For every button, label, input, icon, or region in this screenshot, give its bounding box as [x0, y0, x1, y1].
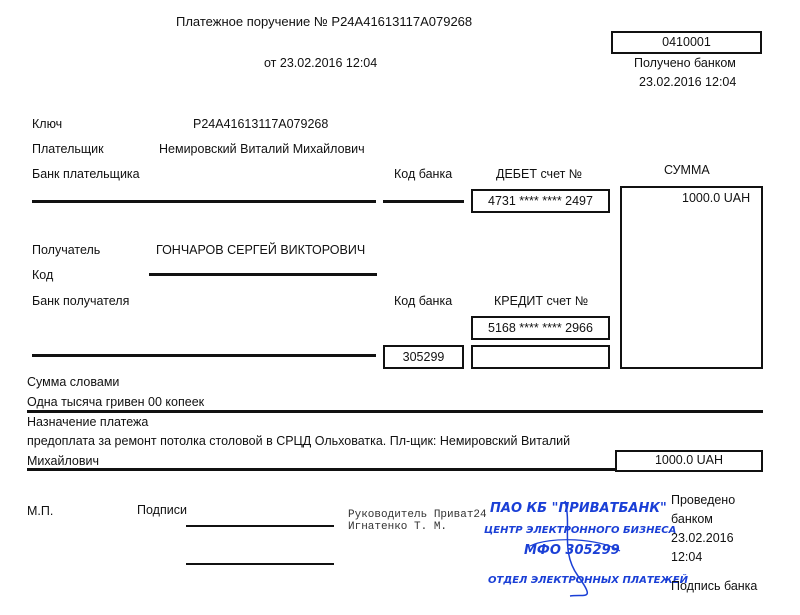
sum-words-line: [27, 410, 763, 413]
empty-box: [471, 345, 610, 369]
key-value: P24A41613117A079268: [193, 117, 329, 131]
debit-account: 4731 **** **** 2497: [488, 194, 593, 208]
payer-bank-code-line: [383, 200, 464, 203]
key-label: Ключ: [32, 117, 63, 131]
purpose-label: Назначение платежа: [27, 415, 149, 429]
signatures-label: Подписи: [137, 503, 187, 517]
conducted-date: 23.02.2016: [671, 531, 734, 545]
bank-code-label: Код банка: [394, 167, 453, 181]
received-label: Получено банком: [634, 56, 736, 70]
code-label: Код: [32, 268, 54, 282]
stamp-department: ОТДЕЛ ЭЛЕКТРОННЫХ ПЛАТЕЖЕЙ: [488, 575, 688, 586]
conducted-line-2: банком: [671, 512, 713, 526]
conducted-time: 12:04: [671, 550, 703, 564]
conducted-line-1: Проведено: [671, 493, 736, 507]
stamp-bank-name: ПАО КБ "ПРИВАТБАНК": [490, 501, 667, 516]
received-date: 23.02.2016 12:04: [639, 75, 737, 89]
purpose-line: [27, 468, 615, 471]
code-line: [149, 273, 377, 276]
payer-bank-line: [32, 200, 376, 203]
signature-line-2: [186, 563, 334, 565]
mp-label: М.П.: [27, 504, 54, 518]
form-code: 0410001: [662, 35, 711, 49]
purpose-line-2: Михайлович: [27, 454, 99, 468]
bank-signature-label: Подпись банка: [671, 579, 758, 593]
payer-value: Немировский Виталий Михайлович: [159, 142, 365, 156]
sum-label: СУММА: [664, 163, 710, 177]
recipient-value: ГОНЧАРОВ СЕРГЕЙ ВИКТОРОВИЧ: [156, 243, 366, 257]
credit-label: КРЕДИТ счет №: [494, 294, 589, 308]
recipient-label: Получатель: [32, 243, 101, 257]
document-title: Платежное поручение № P24A41613117A079268: [176, 14, 473, 29]
stamp-center: ЦЕНТР ЭЛЕКТРОННОГО БИЗНЕСА: [484, 525, 677, 536]
signature-line-1: [186, 525, 334, 527]
document-date: от 23.02.2016 12:04: [264, 56, 378, 70]
sum-words-value: Одна тысяча гривен 00 копеек: [27, 395, 205, 409]
recipient-bank-line: [32, 354, 376, 357]
bank-code-label-2: Код банка: [394, 294, 453, 308]
payer-label: Плательщик: [32, 142, 104, 156]
stamp-signature-icon: [490, 496, 660, 600]
credit-account: 5168 **** **** 2966: [488, 321, 593, 335]
sum-value: 1000.0 UAH: [682, 191, 751, 205]
head-name-line1: Руководитель Приват24: [348, 509, 487, 521]
purpose-line-1: предоплата за ремонт потолка столовой в СРЦД Ольховатка. Пл-щик: Немировский Виталий: [27, 434, 571, 448]
head-name-line2: Игнатенко Т. М.: [348, 521, 448, 533]
sum-words-label: Сумма словами: [27, 375, 120, 389]
recipient-bank-code: 305299: [402, 350, 445, 364]
recipient-bank-label: Банк получателя: [32, 294, 130, 308]
payer-bank-label: Банк плательщика: [32, 167, 140, 181]
debit-label: ДЕБЕТ счет №: [496, 167, 583, 181]
sum-box: [620, 186, 763, 369]
stamp-mfo: МФО 305299: [524, 543, 620, 558]
purpose-sum: 1000.0 UAH: [654, 453, 724, 467]
